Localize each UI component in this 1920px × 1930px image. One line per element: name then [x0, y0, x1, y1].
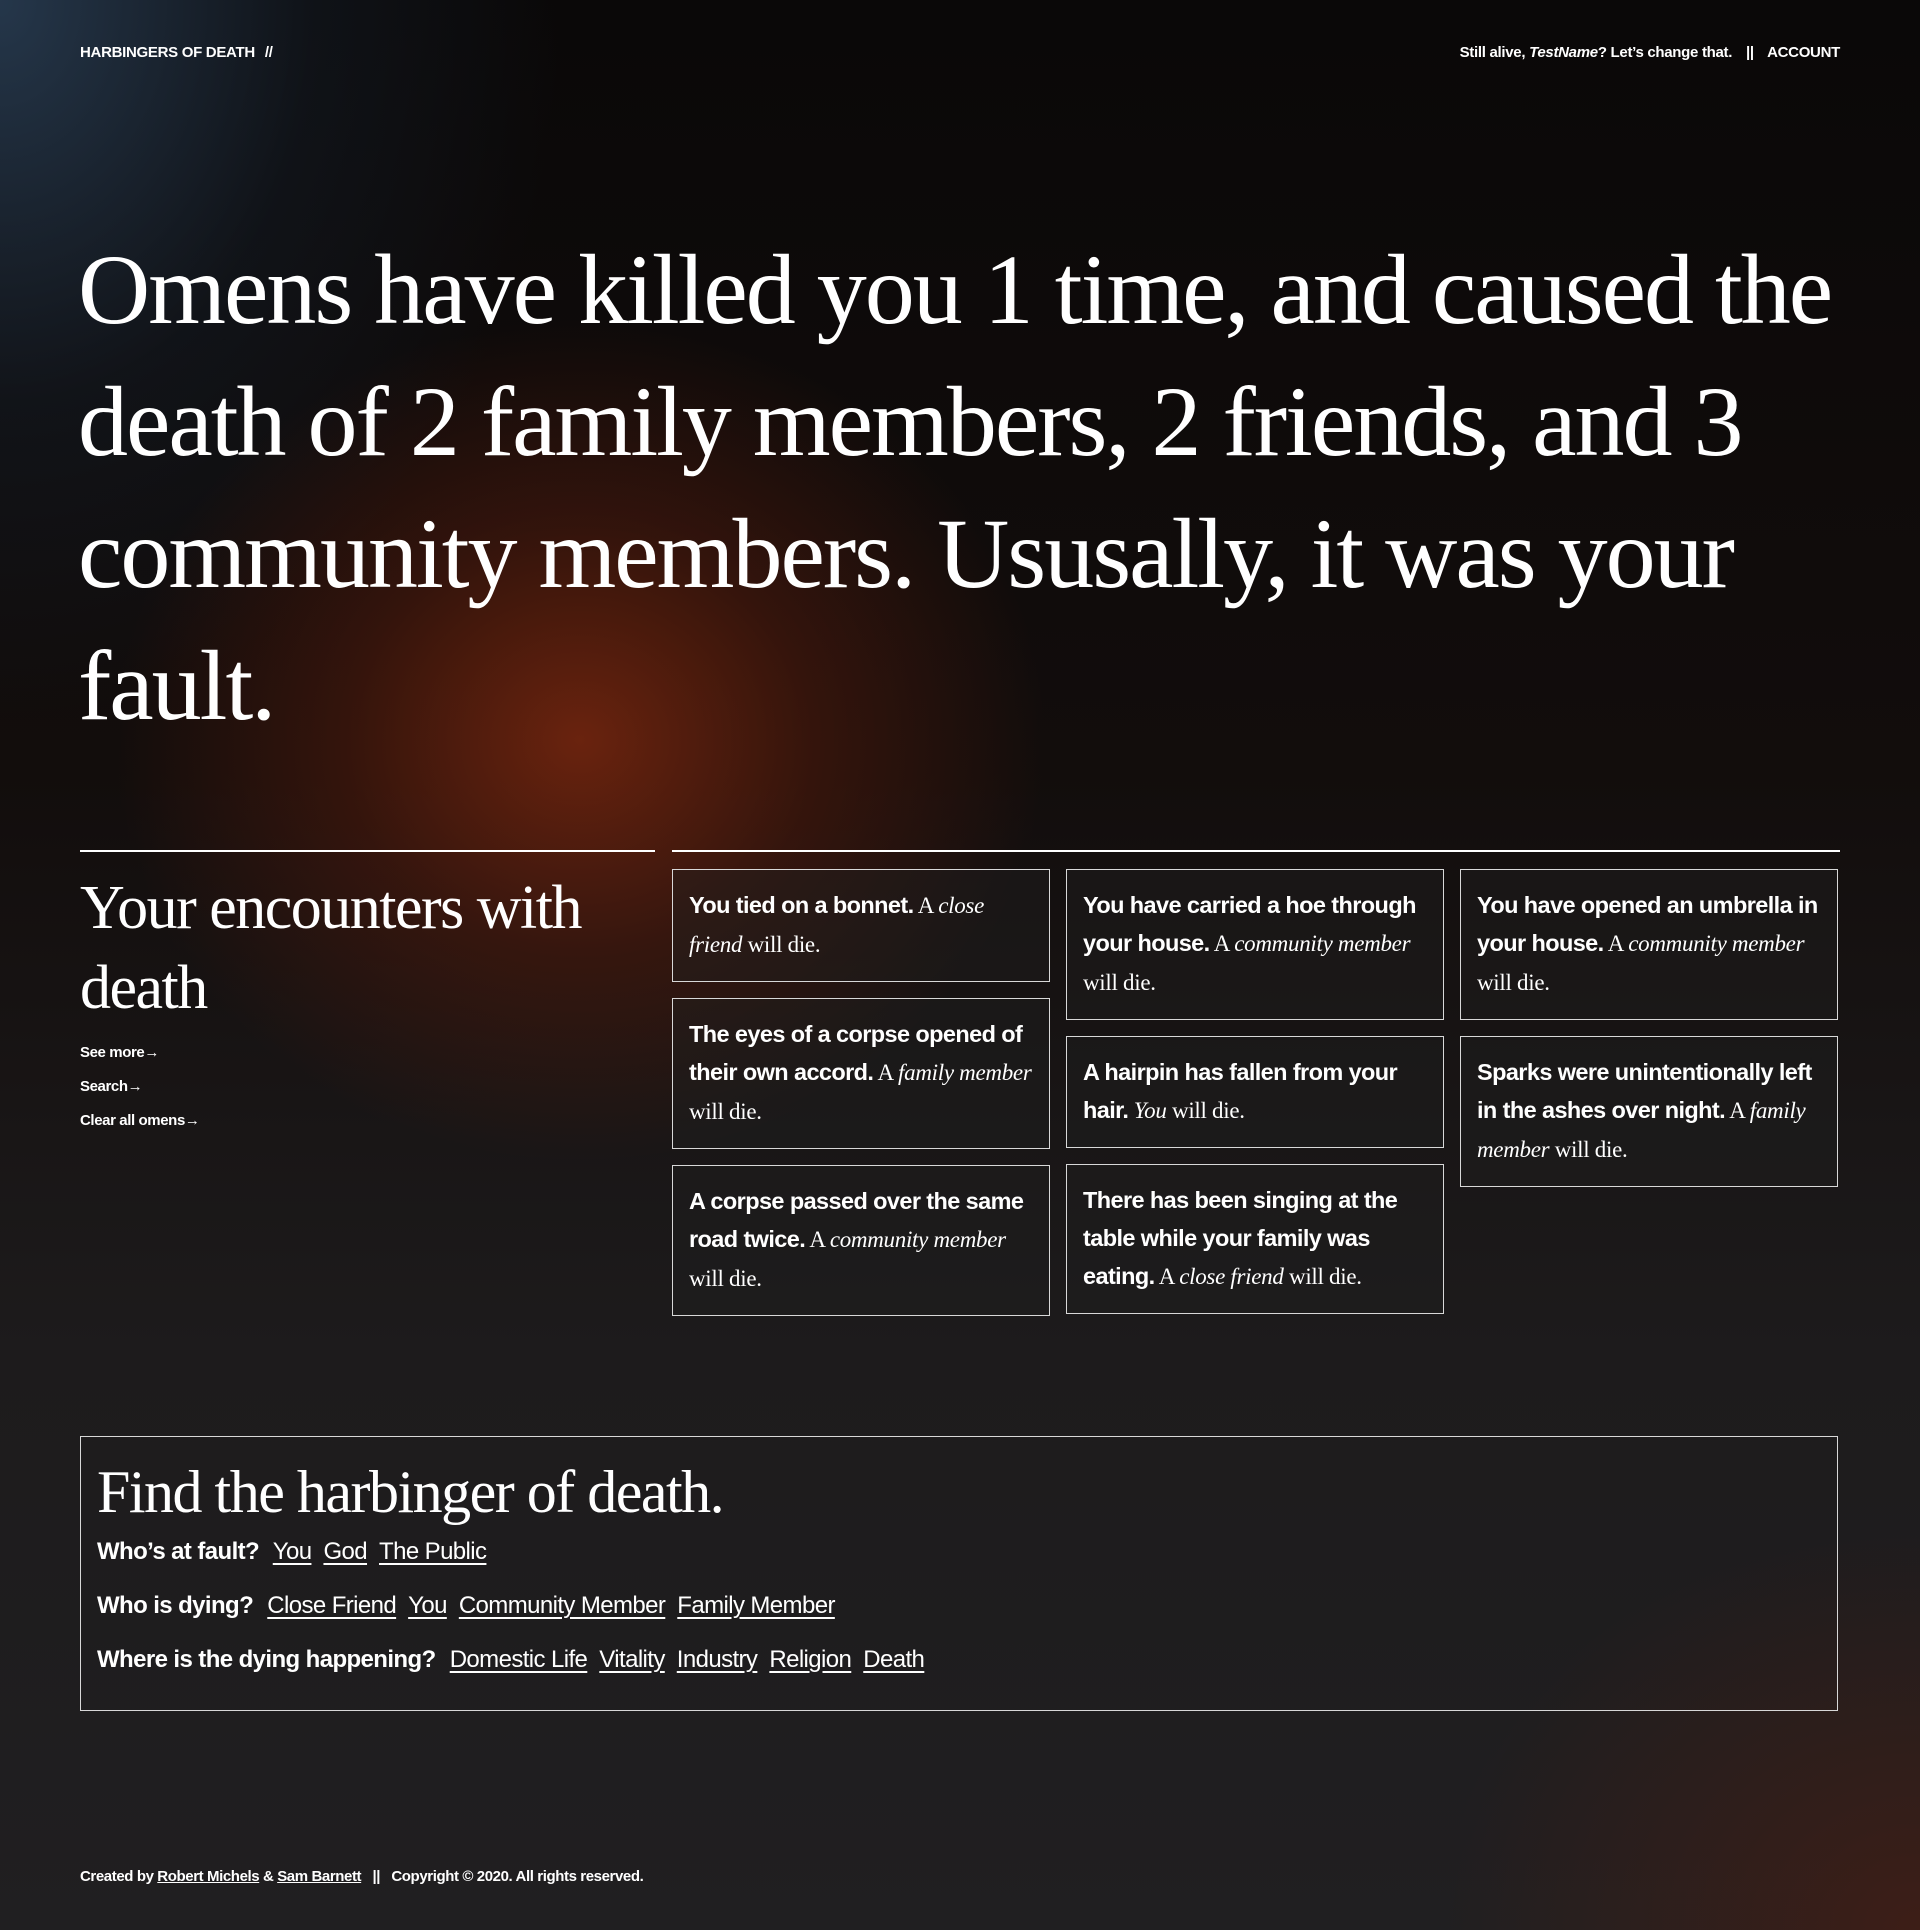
filter-question: Who is dying? [97, 1592, 254, 1619]
consequence-pre: A [1603, 931, 1629, 956]
victim: family member [898, 1060, 1032, 1085]
victim: community member [1628, 931, 1805, 956]
user-name: TestName [1529, 44, 1598, 61]
filter-question: Who’s at fault? [97, 1538, 260, 1565]
omen-card[interactable] [672, 998, 1050, 1149]
omen-column [672, 869, 1050, 1316]
filter-row-fault [97, 1535, 1821, 1569]
consequence-pre: A [1209, 931, 1235, 956]
consequence-post: will die. [1083, 970, 1156, 995]
consequence-pre: A [873, 1060, 899, 1085]
filter-row-where [97, 1643, 1821, 1677]
author-link-sam-barnett[interactable]: Sam Barnett [277, 1868, 362, 1885]
omen-text: Sparks were unintentionally left in the ashes over night. [1477, 1059, 1812, 1123]
filter-option-the-public[interactable]: The Public [379, 1538, 487, 1565]
filter-option-death[interactable]: Death [863, 1646, 925, 1673]
filter-option-family-member[interactable]: Family Member [677, 1592, 835, 1619]
clear-omens-link[interactable]: Clear all omens→ [80, 1112, 200, 1129]
encounter-actions [80, 1044, 199, 1146]
omen-card[interactable] [1460, 869, 1838, 1020]
omen-column [1460, 869, 1838, 1316]
consequence-post: will die. [689, 1266, 762, 1291]
footer-divider: || [361, 1868, 392, 1885]
omen-consequence [1128, 1098, 1244, 1123]
victim: family member [1477, 1098, 1806, 1162]
omen-card[interactable] [1066, 1036, 1444, 1148]
copyright-text: Copyright © 2020. All rights reserved. [391, 1868, 644, 1885]
footer-ampersand: & [259, 1868, 278, 1885]
filter-option-close-friend[interactable]: Close Friend [267, 1592, 397, 1619]
consequence-post: will die. [1166, 1098, 1245, 1123]
encounters-heading: Your encounters with death [80, 874, 581, 1022]
account-link[interactable]: ACCOUNT [1767, 44, 1840, 61]
filter-row-dying [97, 1589, 1821, 1623]
header-divider: || [1745, 44, 1754, 61]
search-link[interactable]: Search→ [80, 1078, 143, 1095]
user-greeting-group [1460, 44, 1840, 61]
victim: You [1133, 1098, 1167, 1123]
consequence-post: will die. [742, 932, 821, 957]
victim: community member [829, 1227, 1006, 1252]
filter-option-vitality[interactable]: Vitality [599, 1646, 665, 1673]
consequence-pre: A [1154, 1264, 1180, 1289]
filter-option-you[interactable]: You [408, 1592, 447, 1619]
consequence-post: will die. [1549, 1137, 1628, 1162]
filter-option-domestic-life[interactable]: Domestic Life [449, 1646, 588, 1673]
victim: close friend [689, 893, 984, 957]
brand-group [80, 44, 273, 61]
omen-text: You have opened an umbrella in your house. [1477, 892, 1818, 956]
omen-text: There has been singing at the table while your family was eating. [1083, 1187, 1398, 1289]
author-link-robert-michels[interactable]: Robert Michels [157, 1868, 260, 1885]
omen-column [1066, 869, 1444, 1316]
top-bar [80, 44, 1840, 61]
omen-card[interactable] [1066, 1164, 1444, 1314]
section-divider-right [672, 850, 1840, 852]
filter-option-you[interactable]: You [272, 1538, 312, 1565]
brand-separator: // [264, 44, 273, 61]
harbinger-finder [80, 1436, 1838, 1711]
footer [80, 1868, 643, 1885]
victim: close friend [1179, 1264, 1284, 1289]
filter-option-industry[interactable]: Industry [676, 1646, 758, 1673]
footer-created-by: Created by [80, 1868, 158, 1885]
omen-text: A hairpin has fallen from your hair. [1083, 1059, 1398, 1123]
omen-text: You tied on a bonnet. [689, 892, 914, 918]
site-logo-link[interactable]: HARBINGERS OF DEATH [80, 44, 255, 61]
filter-question: Where is the dying happening? [97, 1646, 436, 1673]
omen-card[interactable] [672, 1165, 1050, 1316]
filter-option-god[interactable]: God [323, 1538, 368, 1565]
omen-text: A corpse passed over the same road twice. [689, 1188, 1024, 1252]
omen-card[interactable] [1066, 869, 1444, 1020]
consequence-post: will die. [1283, 1264, 1362, 1289]
victim: community member [1234, 931, 1411, 956]
omen-card[interactable] [1460, 1036, 1838, 1187]
omen-text: The eyes of a corpse opened of their own accord. [689, 1021, 1023, 1085]
omen-text: You have carried a hoe through your house. [1083, 892, 1416, 956]
omen-grid [672, 869, 1840, 1316]
consequence-post: will die. [689, 1099, 762, 1124]
filter-option-community-member[interactable]: Community Member [458, 1592, 666, 1619]
section-divider-left [80, 850, 655, 852]
omen-consequence [1155, 1264, 1362, 1289]
filter-option-religion[interactable]: Religion [769, 1646, 852, 1673]
consequence-pre: A [1725, 1098, 1750, 1123]
hero-summary: Omens have killed you 1 time, and caused the death of 2 family members, 2 friends, and 3 community members. Ususally, it was your fault. [78, 234, 1832, 741]
greeting-suffix: ? Let’s change that. [1597, 44, 1733, 61]
consequence-pre: A [913, 893, 939, 918]
greeting-text: Still alive, [1459, 44, 1530, 61]
omen-card[interactable] [672, 869, 1050, 982]
consequence-post: will die. [1477, 970, 1550, 995]
finder-heading: Find the harbinger of death. [97, 1459, 724, 1525]
see-more-link[interactable]: See more→ [80, 1044, 159, 1061]
consequence-pre: A [805, 1227, 830, 1252]
